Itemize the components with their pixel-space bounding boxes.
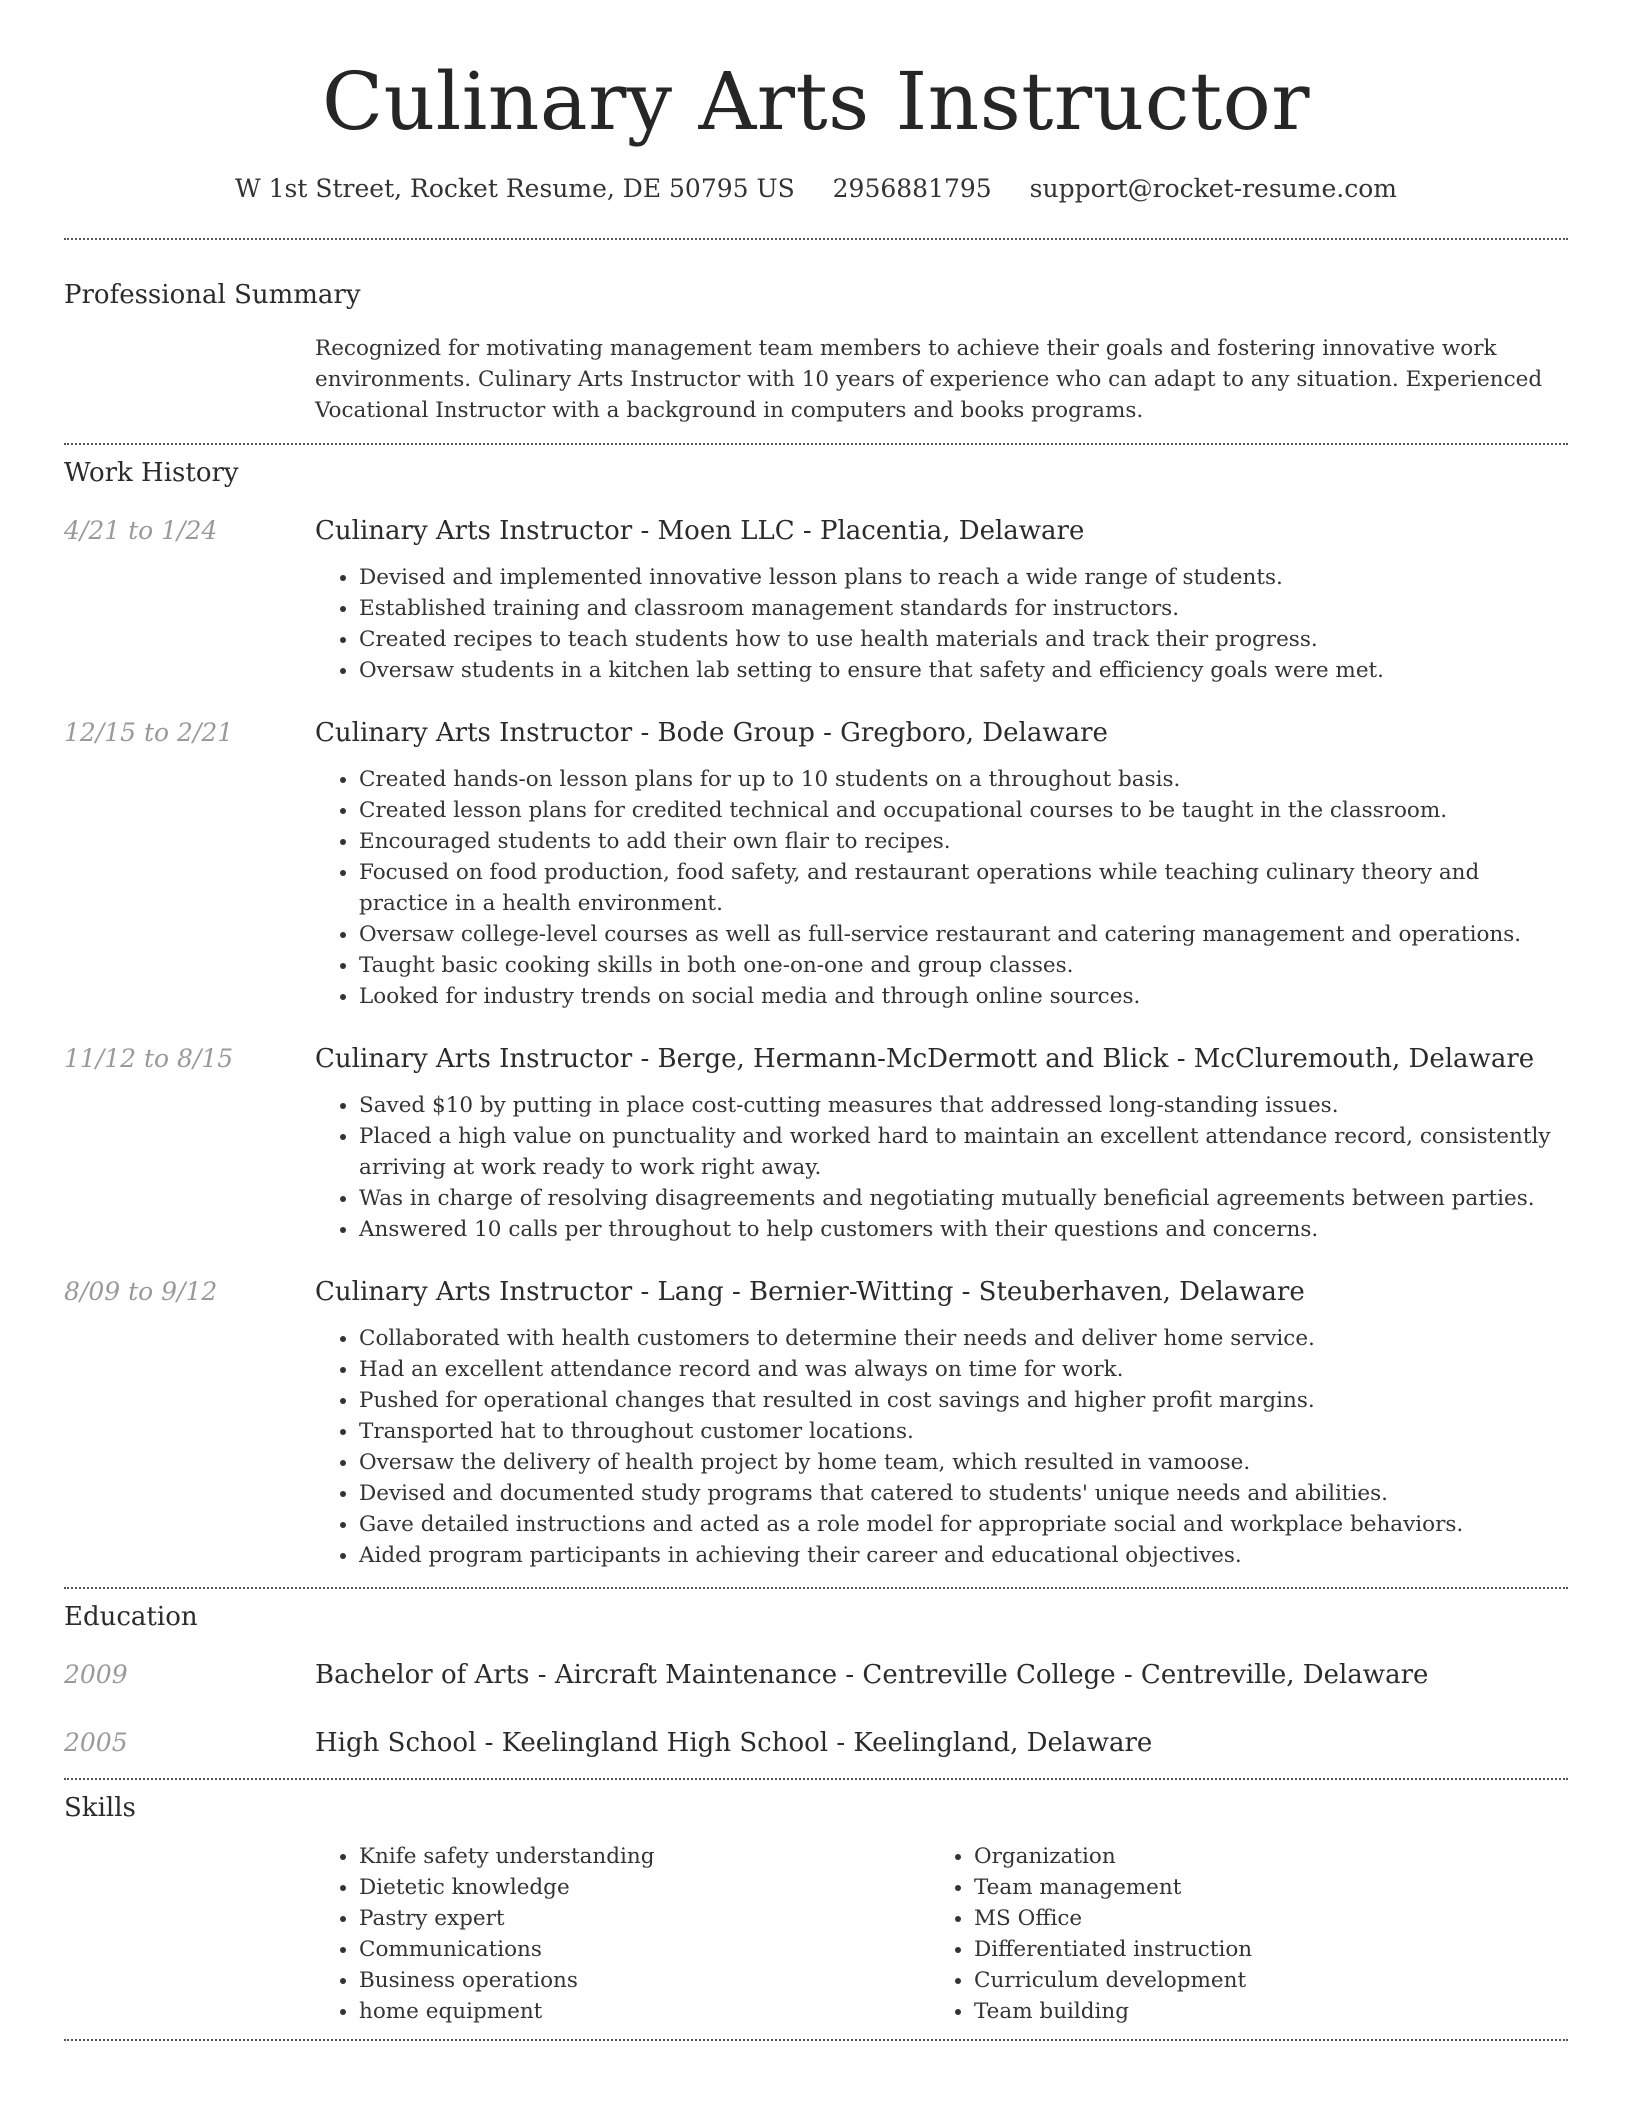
job-bullets (315, 1323, 1568, 1571)
job-entry (64, 514, 1568, 686)
list-item: • Oversaw college-level courses as well as full-service restaurant and catering management and operations. (359, 919, 1568, 950)
list-item: • Created lesson plans for credited technical and occupational courses to be taught in the classroom. (359, 795, 1568, 826)
list-item: • Placed a high value on punctuality and worked hard to maintain an excellent attendance record, consistently arriving at work ready to work right away. (359, 1121, 1568, 1183)
divider (64, 2039, 1568, 2041)
phone: 2956881795 (832, 174, 992, 203)
list-item: • Oversaw the delivery of health project by home team, which resulted in vamoose. (359, 1447, 1568, 1478)
list-item: • Taught basic cooking skills in both one-on-one and group classes. (359, 950, 1568, 981)
job-entry (64, 716, 1568, 1012)
section-title-summary: Professional Summary (64, 280, 361, 310)
list-item: • Had an excellent attendance record and was always on time for work. (359, 1354, 1568, 1385)
job-bullets (315, 764, 1568, 1012)
skill-item: • Organization (974, 1841, 1545, 1872)
job-title: Culinary Arts Instructor - Moen LLC - Placentia, Delaware (315, 516, 1085, 546)
email: support@rocket-resume.com (1029, 174, 1397, 203)
skills-list-right (930, 1841, 1545, 2027)
job-dates: 11/12 to 8/15 (64, 1044, 234, 1073)
skill-item: • Curriculum development (974, 1965, 1545, 1996)
list-item: • Gave detailed instructions and acted as a role model for appropriate social and workplace behaviors. (359, 1509, 1568, 1540)
education-year: 2005 (64, 1728, 128, 1757)
list-item: • Devised and documented study programs that catered to students' unique needs and abilities. (359, 1478, 1568, 1509)
job-bullets (315, 562, 1568, 686)
list-item: • Transported hat to throughout customer locations. (359, 1416, 1568, 1447)
address: W 1st Street, Rocket Resume, DE 50795 US (235, 174, 795, 203)
list-item: • Looked for industry trends on social media and through online sources. (359, 981, 1568, 1012)
summary-text: Recognized for motivating management team members to achieve their goals and fostering innovative work environments. Culinary Arts Instructor with 10 years of experience who can adapt to any situation. Experienced Vocational Instructor with a background in computers and books programs. (315, 336, 1543, 423)
list-item: • Collaborated with health customers to determine their needs and deliver home service. (359, 1323, 1568, 1354)
skills-lists (315, 1841, 1568, 2027)
job-dates: 8/09 to 9/12 (64, 1277, 218, 1306)
education-entry (64, 1658, 1568, 1692)
candidate-name: Culinary Arts Instructor (321, 55, 1311, 148)
list-item: • Created hands-on lesson plans for up to 10 students on a throughout basis. (359, 764, 1568, 795)
job-title: Culinary Arts Instructor - Bode Group - Gregboro, Delaware (315, 718, 1108, 748)
skill-item: • Pastry expert (359, 1903, 930, 1934)
job-bullets (315, 1090, 1568, 1245)
job-entry (64, 1042, 1568, 1245)
skills-list-left (315, 1841, 930, 2027)
skill-item: • Team management (974, 1872, 1545, 1903)
job-title: Culinary Arts Instructor - Berge, Hermann-McDermott and Blick - McCluremouth, Delaware (315, 1044, 1535, 1074)
job-dates: 4/21 to 1/24 (64, 516, 218, 545)
skill-item: • Team building (974, 1996, 1545, 2027)
job-entry (64, 1275, 1568, 1571)
summary-section (64, 240, 1568, 426)
skill-item: • Dietetic knowledge (359, 1872, 930, 1903)
list-item: • Focused on food production, food safety, and restaurant operations while teaching culinary theory and practice in a health environment. (359, 857, 1568, 919)
resume-header (64, 0, 1568, 206)
list-item: • Created recipes to teach students how to use health materials and track their progress. (359, 624, 1568, 655)
job-dates: 12/15 to 2/21 (64, 718, 234, 747)
education-entry (64, 1726, 1568, 1760)
education-year: 2009 (64, 1660, 128, 1689)
skill-item: • Knife safety understanding (359, 1841, 930, 1872)
list-item: • Oversaw students in a kitchen lab setting to ensure that safety and efficiency goals were met. (359, 655, 1568, 686)
job-title: Culinary Arts Instructor - Lang - Bernier-Witting - Steuberhaven, Delaware (315, 1277, 1305, 1307)
skill-item: • MS Office (974, 1903, 1545, 1934)
list-item: • Encouraged students to add their own flair to recipes. (359, 826, 1568, 857)
section-title-education: Education (64, 1602, 198, 1632)
section-title-work-history: Work History (64, 458, 239, 488)
education-section (64, 1589, 1568, 1760)
list-item: • Pushed for operational changes that resulted in cost savings and higher profit margins. (359, 1385, 1568, 1416)
contact-line (64, 172, 1568, 206)
list-item: • Answered 10 calls per throughout to help customers with their questions and concerns. (359, 1214, 1568, 1245)
education-degree: High School - Keelingland High School - Keelingland, Delaware (315, 1728, 1153, 1758)
skills-section (64, 1780, 1568, 2027)
list-item: • Devised and implemented innovative lesson plans to reach a wide range of students. (359, 562, 1568, 593)
education-degree: Bachelor of Arts - Aircraft Maintenance - Centreville College - Centreville, Delaware (315, 1660, 1429, 1690)
skill-item: • home equipment (359, 1996, 930, 2027)
section-title-skills: Skills (64, 1793, 136, 1823)
list-item: • Saved $10 by putting in place cost-cutting measures that addressed long-standing issues. (359, 1090, 1568, 1121)
skill-item: • Business operations (359, 1965, 930, 1996)
skill-item: • Differentiated instruction (974, 1934, 1545, 1965)
list-item: • Was in charge of resolving disagreements and negotiating mutually beneficial agreements between parties. (359, 1183, 1568, 1214)
work-history-section (64, 445, 1568, 1571)
skill-item: • Communications (359, 1934, 930, 1965)
list-item: • Aided program participants in achieving their career and educational objectives. (359, 1540, 1568, 1571)
list-item: • Established training and classroom management standards for instructors. (359, 593, 1568, 624)
